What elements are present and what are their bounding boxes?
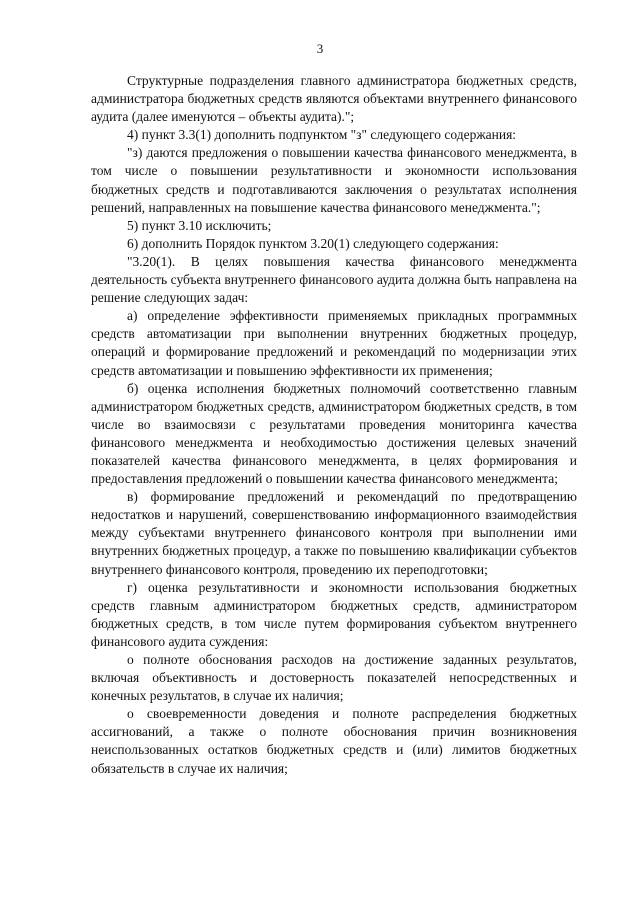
paragraph-judgment-2: о своевременности доведения и полноте распределения бюджетных ассигнований, а также о полноте обоснования причин возникновения неиспользованных остатков бюджетных средств и (или) лимитов бюджетных обязательств в случае их наличия; xyxy=(91,706,577,776)
paragraph-task-b: б) оценка исполнения бюджетных полномочий соответственно главным администратором бюджетных средств, администратором бюджетных средств, в том числе во взаимосвязи с результатами проведения мониторинга качества финансового менеджмента и необходимостью достижения целевых значений показателей качества финансового менеджмента, в целях формирования и предоставления предложений о повышении качества финансового менеджмента; xyxy=(91,380,577,487)
paragraph-judgment-1: о полноте обоснования расходов на достижение заданных результатов, включая объективность и достоверность показателей непосредственных и конечных результатов, в случае их наличия; xyxy=(91,652,577,704)
page-number: 3 xyxy=(316,41,324,56)
paragraph-audit-objects: Структурные подразделения главного администратора бюджетных средств, администратора бюджетных средств являются объектами внутреннего финансового аудита (далее именуются – объекты аудита)."; xyxy=(91,73,577,125)
paragraph-task-g: г) оценка результативности и экономности использования бюджетных средств главным администратором бюджетных средств, администратором бюджетных средств, в том числе путем формирования субъектом внутреннего финансового аудита суждения: xyxy=(91,579,577,649)
paragraph-subitem-z: "з) даются предложения о повышении качества финансового менеджмента, в том числе о повышении результативности и экономности использования бюджетных средств и подготавливаются заключения о результатах исполнения решений, направленных на повышение качества финансового менеджмента."; xyxy=(91,145,577,215)
paragraph-item-4: 4) пункт 3.3(1) дополнить подпунктом "з" следующего содержания: xyxy=(127,127,517,143)
paragraph-item-6: 6) дополнить Порядок пунктом 3.20(1) следующего содержания: xyxy=(127,235,499,251)
paragraph-task-a: а) определение эффективности применяемых прикладных программных средств автоматизации при выполнении внутренних бюджетных процедур, операций и формирование предложений и рекомендаций по модернизации этих средств автоматизации и повышению эффективности их применения; xyxy=(91,308,577,378)
paragraph-clause-3-20-1: "3.20(1). В целях повышения качества финансового менеджмента деятельность субъекта внутреннего финансового аудита должна быть направлена на решение следующих задач: xyxy=(91,253,577,306)
document-body xyxy=(91,72,577,778)
paragraph-item-5: 5) пункт 3.10 исключить; xyxy=(127,217,272,233)
paragraph-task-v: в) формирование предложений и рекомендаций по предотвращению недостатков и нарушений, совершенствованию информационного взаимодействия между субъектами внутреннего финансового контроля при выполнении ими внутренних бюджетных процедур, а также по повышению квалификации субъектов внутреннего финансового контроля, проведению их переподготовки; xyxy=(91,489,577,577)
